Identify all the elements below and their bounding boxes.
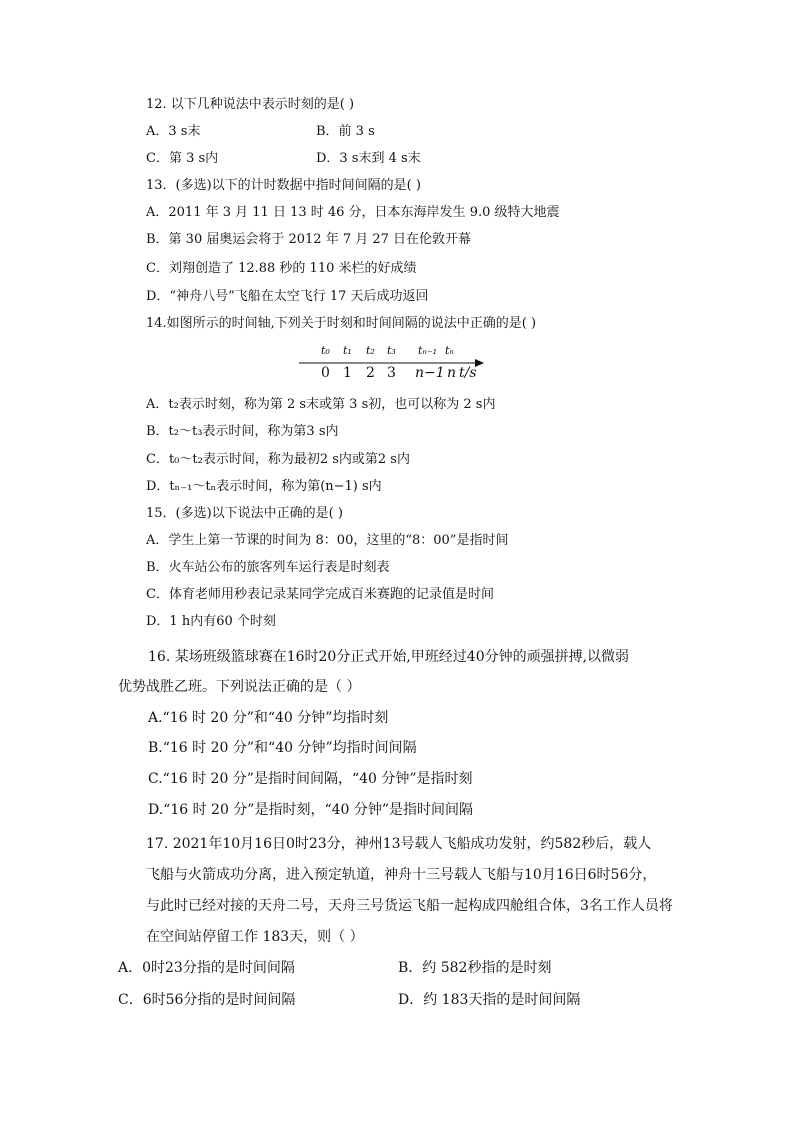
tick-label-t3: t₃ bbox=[387, 344, 396, 357]
q15-option-d: D．1 h内有60 个时刻 bbox=[146, 614, 276, 629]
q16-option-d: D.“16 时 20 分”是指时刻，“40 分钟”是指时间间隔 bbox=[148, 802, 474, 818]
q14-stem: 14.如图所示的时间轴,下列关于时刻和时间间隔的说法中正确的是( ) bbox=[146, 316, 537, 331]
q15-option-a: A．学生上第一节课的时间为 8：00，这里的“8：00”是指时间 bbox=[146, 533, 509, 548]
q15-stem: 15．(多选)以下说法中正确的是( ) bbox=[146, 506, 343, 521]
axis-unit-label: t/s bbox=[459, 365, 477, 381]
tick-label-t0: t₀ bbox=[321, 344, 330, 357]
tick-label-tn-1: tₙ₋₁ bbox=[418, 344, 438, 357]
q17-option-b: B．约 582秒指的是时刻 bbox=[398, 960, 552, 976]
q16-stem-line-1: 16. 某场班级篮球赛在16时20分正式开始,甲班经过40分钟的顽强拼搏,以微弱 bbox=[148, 649, 630, 665]
tick-label-t1: t₁ bbox=[343, 344, 352, 357]
q17-option-c: C．6时56分指的是时间间隔 bbox=[118, 992, 296, 1008]
q12-option-c: C．第 3 s内 bbox=[146, 151, 219, 166]
q14-option-b: B．t₂～t₃表示时间，称为第3 s内 bbox=[146, 424, 339, 439]
q12-option-b: B．前 3 s bbox=[316, 124, 375, 139]
tick-value-0: 0 bbox=[321, 365, 330, 381]
q16-option-c: C.“16 时 20 分”是指时间间隔，“40 分钟”是指时刻 bbox=[148, 771, 473, 787]
q14-option-c: C．t₀～t₂表示时间，称为最初2 s内或第2 s内 bbox=[146, 452, 410, 467]
q13-option-b: B．第 30 届奥运会将于 2012 年 7 月 27 日在伦敦开幕 bbox=[146, 232, 472, 247]
q13-option-d: D．“神舟八号”飞船在太空飞行 17 天后成功返回 bbox=[146, 289, 429, 304]
time-axis-figure bbox=[295, 340, 485, 384]
q15-option-b: B．火车站公布的旅客列车运行表是时刻表 bbox=[146, 560, 390, 575]
q17-option-d: D．约 183天指的是时间间隔 bbox=[398, 992, 581, 1008]
q12-option-a: A．3 s末 bbox=[146, 124, 201, 139]
q17-stem-line-1: 17. 2021年10月16日0时23分，神州13号载人飞船成功发射，约582秒后，载人 bbox=[146, 836, 652, 852]
q16-option-a: A.“16 时 20 分”和“40 分钟”均指时刻 bbox=[148, 710, 389, 726]
tick-label-t2: t₂ bbox=[366, 344, 375, 357]
q16-option-b: B.“16 时 20 分”和“40 分钟”均指时间间隔 bbox=[148, 740, 417, 756]
q13-option-c: C．刘翔创造了 12.88 秒的 110 米栏的好成绩 bbox=[146, 261, 417, 276]
q13-option-a: A．2011 年 3 月 11 日 13 时 46 分，日本东海岸发生 9.0 级特大地震 bbox=[146, 205, 560, 220]
q17-stem-line-3: 与此时已经对接的天舟二号，天舟三号货运飞船一起构成四舱组合体，3名工作人员将 bbox=[146, 898, 673, 914]
q17-stem-line-4: 在空间站停留工作 183天，则（ ） bbox=[146, 929, 364, 945]
tick-value-1: 1 bbox=[343, 365, 352, 381]
q17-option-a: A．0时23分指的是时间间隔 bbox=[118, 960, 295, 976]
q15-option-c: C．体育老师用秒表记录某同学完成百米赛跑的记录值是时间 bbox=[146, 587, 494, 602]
tick-value-3: 3 bbox=[387, 365, 396, 381]
q12-option-d: D．3 s末到 4 s末 bbox=[316, 151, 421, 166]
q14-option-d: D．tₙ₋₁～tₙ表示时间，称为第(n−1) s内 bbox=[146, 479, 382, 494]
q12-stem: 12. 以下几种说法中表示时刻的是( ) bbox=[146, 97, 355, 112]
tick-label-tn: tₙ bbox=[445, 344, 454, 357]
tick-value-n-1: n−1 bbox=[415, 365, 445, 381]
tick-value-n: n bbox=[447, 365, 457, 381]
tick-value-2: 2 bbox=[366, 365, 375, 381]
q14-option-a: A．t₂表示时刻，称为第 2 s末或第 3 s初，也可以称为 2 s内 bbox=[146, 397, 496, 412]
q17-stem-line-2: 飞船与火箭成功分离，进入预定轨道，神舟十三号载人飞船与10月16日6时56分， bbox=[146, 867, 657, 883]
q13-stem: 13．(多选)以下的计时数据中指时间间隔的是( ) bbox=[146, 178, 421, 193]
q16-stem-line-2: 优势战胜乙班。下列说法正确的是（ ） bbox=[118, 679, 361, 695]
